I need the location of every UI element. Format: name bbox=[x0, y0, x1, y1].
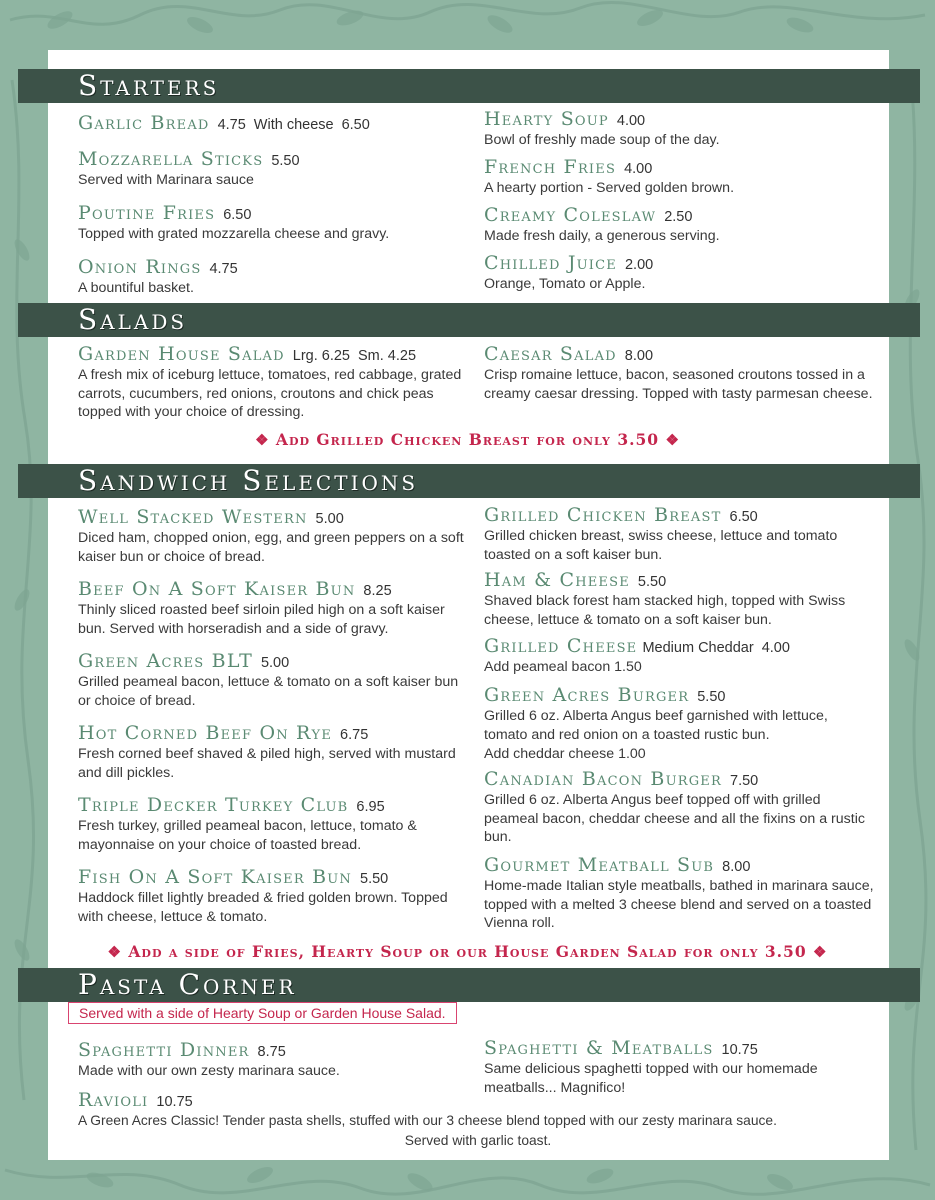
item-price: Lrg. 6.25 bbox=[292, 348, 350, 364]
item-name: Well Stacked Western bbox=[78, 506, 308, 528]
sandwich-promo bbox=[0, 942, 935, 961]
item-description: Made with our own zesty marinara sauce. bbox=[78, 1063, 340, 1079]
item-description: Made fresh daily, a generous serving. bbox=[484, 228, 720, 244]
promo-price: 3.50 bbox=[764, 942, 807, 961]
item-name: Onion Rings bbox=[78, 256, 202, 278]
section-title-salads: Salads bbox=[78, 303, 188, 336]
menu-item-gourmet-meatball-sub bbox=[484, 854, 874, 933]
item-name: Green Acres Burger bbox=[484, 684, 690, 706]
item-price: 6.50 bbox=[729, 509, 758, 525]
item-price: 8.75 bbox=[257, 1044, 286, 1060]
item-name: Grilled Cheese bbox=[484, 635, 638, 657]
item-price: 4.75 bbox=[217, 117, 246, 133]
item-price: 8.00 bbox=[722, 859, 751, 875]
item-description: A fresh mix of iceburg lettuce, tomatoes, red cabbage, grated carrots, cucumbers, red onions, croutons and chick peas topped with your choice of dressing. bbox=[78, 367, 462, 420]
item-description: Served with Marinara sauce bbox=[78, 172, 254, 188]
menu-item-well-stacked-western bbox=[78, 506, 468, 566]
item-extra-price: 6.50 bbox=[341, 117, 370, 133]
item-name: Beef On A Soft Kaiser Bun bbox=[78, 578, 356, 600]
item-addon: Add cheddar cheese 1.00 bbox=[484, 746, 646, 762]
item-description: Grilled chicken breast, swiss cheese, lettuce and tomato toasted on a soft kaiser bun. bbox=[484, 528, 838, 563]
menu-item-spaghetti-dinner bbox=[78, 1039, 468, 1081]
menu-item-creamy-coleslaw bbox=[484, 204, 874, 246]
item-description: Add peameal bacon 1.50 bbox=[484, 659, 642, 675]
item-name: French Fries bbox=[484, 156, 617, 178]
promo-text: Add a side of Fries, Hearty Soup or our House Garden Salad for only bbox=[128, 942, 759, 961]
item-name: Chilled Juice bbox=[484, 252, 617, 274]
item-price: 4.00 bbox=[616, 113, 646, 129]
menu-item-caesar-salad bbox=[484, 343, 874, 403]
menu-item-triple-decker bbox=[78, 794, 468, 854]
menu-item-chilled-juice bbox=[484, 252, 874, 294]
diamond-icon: ❖ bbox=[255, 431, 270, 449]
item-description: Thinly sliced roasted beef sirloin piled high on a soft kaiser bun. Served with horseradish and a side of gravy. bbox=[78, 602, 445, 637]
menu-item-hearty-soup bbox=[484, 108, 874, 150]
item-description: Grilled peameal bacon, lettuce & tomato on a soft kaiser bun or choice of bread. bbox=[78, 674, 459, 709]
item-description: Fresh turkey, grilled peameal bacon, lettuce, tomato & mayonnaise on your choice of toasted bread. bbox=[78, 818, 417, 853]
menu-item-grilled-chicken bbox=[484, 504, 874, 564]
section-title-sandwiches: Sandwich Selections bbox=[78, 464, 419, 497]
promo-text: Add Grilled Chicken Breast for only bbox=[275, 430, 611, 449]
item-price: 2.50 bbox=[664, 209, 693, 225]
item-description: Crisp romaine lettuce, bacon, seasoned croutons tossed in a creamy caesar dressing. Topped with tasty parmesan cheese. bbox=[484, 367, 873, 402]
item-price: 10.75 bbox=[721, 1042, 758, 1058]
menu-item-ham-cheese bbox=[484, 569, 874, 629]
item-price: 5.00 bbox=[315, 511, 344, 527]
diamond-icon: ❖ bbox=[813, 943, 828, 961]
diamond-icon: ❖ bbox=[107, 943, 122, 961]
menu-item-spaghetti-meatballs bbox=[484, 1037, 874, 1097]
menu-item-beef-kaiser bbox=[78, 578, 468, 638]
item-name: Garden House Salad bbox=[78, 343, 285, 365]
item-name: Creamy Coleslaw bbox=[484, 204, 657, 226]
item-price: 5.50 bbox=[360, 871, 389, 887]
item-addon: Served with garlic toast. bbox=[404, 1132, 552, 1148]
item-name: Triple Decker Turkey Club bbox=[78, 794, 349, 816]
item-description: Grilled 6 oz. Alberta Angus beef topped off with grilled peameal bacon, cheddar cheese and all the fixins on a rustic bun. bbox=[484, 792, 865, 845]
menu-item-ravioli bbox=[78, 1089, 878, 1150]
menu-item-poutine-fries bbox=[78, 202, 468, 244]
item-price: 7.50 bbox=[730, 773, 759, 789]
item-name: Gourmet Meatball Sub bbox=[484, 854, 715, 876]
item-name: Caesar Salad bbox=[484, 343, 617, 365]
menu-item-green-acres-burger bbox=[484, 684, 874, 764]
menu-item-garden-house-salad bbox=[78, 343, 468, 422]
menu-item-mozzarella-sticks bbox=[78, 148, 468, 190]
item-description: A hearty portion - Served golden brown. bbox=[484, 180, 735, 196]
item-name: Poutine Fries bbox=[78, 202, 216, 224]
menu-item-onion-rings bbox=[78, 256, 468, 298]
item-name: Spaghetti Dinner bbox=[78, 1039, 250, 1061]
menu-item-grilled-cheese bbox=[484, 635, 874, 677]
item-price: 5.00 bbox=[260, 655, 290, 671]
item-description: Home-made Italian style meatballs, bathed in marinara sauce, topped with a melted 3 cheese blend and served on a toasted Vienna roll. bbox=[484, 878, 874, 931]
item-description: A Green Acres Classic! Tender pasta shells, stuffed with our 3 cheese blend topped with our zesty marinara sauce. bbox=[78, 1113, 777, 1128]
item-price: 4.00 bbox=[761, 640, 790, 656]
item-name: Grilled Chicken Breast bbox=[484, 504, 722, 526]
menu-item-french-fries bbox=[484, 156, 874, 198]
item-price: 10.75 bbox=[156, 1094, 193, 1110]
item-name: Hot Corned Beef On Rye bbox=[78, 722, 333, 744]
item-extra: Sm. 4.25 bbox=[358, 348, 417, 364]
item-name: Spaghetti & Meatballs bbox=[484, 1037, 714, 1059]
item-name: Hearty Soup bbox=[484, 108, 609, 130]
item-name: Fish On A Soft Kaiser Bun bbox=[78, 866, 352, 888]
item-description: Shaved black forest ham stacked high, topped with Swiss cheese, lettuce & tomato on a soft kaiser bun. bbox=[484, 593, 846, 628]
item-description: Fresh corned beef shaved & piled high, served with mustard and dill pickles. bbox=[78, 746, 456, 781]
pasta-note: Served with a side of Hearty Soup or Garden House Salad. bbox=[68, 1002, 457, 1024]
item-price: 4.75 bbox=[209, 261, 238, 277]
menu-item-hot-corned-beef bbox=[78, 722, 468, 782]
menu-item-canadian-bacon-burger bbox=[484, 768, 874, 847]
promo-price: 3.50 bbox=[617, 430, 660, 449]
item-name: Green Acres BLT bbox=[78, 650, 253, 672]
item-name: Mozzarella Sticks bbox=[78, 148, 264, 170]
item-description: Diced ham, chopped onion, egg, and green peppers on a soft kaiser bun or choice of bread. bbox=[78, 530, 464, 565]
item-price: 2.00 bbox=[624, 257, 654, 273]
menu-item-fish-kaiser bbox=[78, 866, 468, 926]
item-price: 6.75 bbox=[340, 727, 369, 743]
diamond-icon: ❖ bbox=[665, 431, 680, 449]
section-title-pasta: Pasta Corner bbox=[78, 968, 297, 1001]
section-title-starters: Starters bbox=[78, 69, 220, 102]
item-description: Topped with grated mozzarella cheese and gravy. bbox=[78, 226, 390, 242]
item-price: 5.50 bbox=[637, 574, 667, 590]
item-price: 5.50 bbox=[271, 153, 300, 169]
item-price: 6.95 bbox=[356, 799, 385, 815]
item-name: Garlic Bread bbox=[78, 112, 210, 134]
item-description: Haddock fillet lightly breaded & fried golden brown. Topped with cheese, lettuce & tomato. bbox=[78, 890, 448, 925]
item-description: Same delicious spaghetti topped with our homemade meatballs... Magnifico! bbox=[484, 1061, 818, 1096]
menu-item-garlic-bread bbox=[78, 112, 468, 134]
item-description: Bowl of freshly made soup of the day. bbox=[484, 132, 720, 148]
item-extra: With cheese bbox=[253, 117, 334, 133]
item-price: 4.00 bbox=[624, 161, 653, 177]
salad-promo bbox=[0, 430, 935, 449]
item-extra: Medium Cheddar bbox=[642, 640, 754, 656]
item-description: A bountiful basket. bbox=[78, 280, 194, 296]
item-price: 8.00 bbox=[624, 348, 654, 364]
item-price: 8.25 bbox=[363, 583, 392, 599]
item-name: Ham & Cheese bbox=[484, 569, 630, 591]
item-description: Grilled 6 oz. Alberta Angus beef garnished with lettuce, tomato and red onion on a toasted rustic bun. bbox=[484, 708, 828, 743]
item-name: Ravioli bbox=[78, 1089, 149, 1111]
item-description: Orange, Tomato or Apple. bbox=[484, 276, 646, 292]
item-price: 5.50 bbox=[697, 689, 726, 705]
menu-item-green-acres-blt bbox=[78, 650, 468, 710]
item-price: 6.50 bbox=[223, 207, 252, 223]
item-name: Canadian Bacon Burger bbox=[484, 768, 722, 790]
